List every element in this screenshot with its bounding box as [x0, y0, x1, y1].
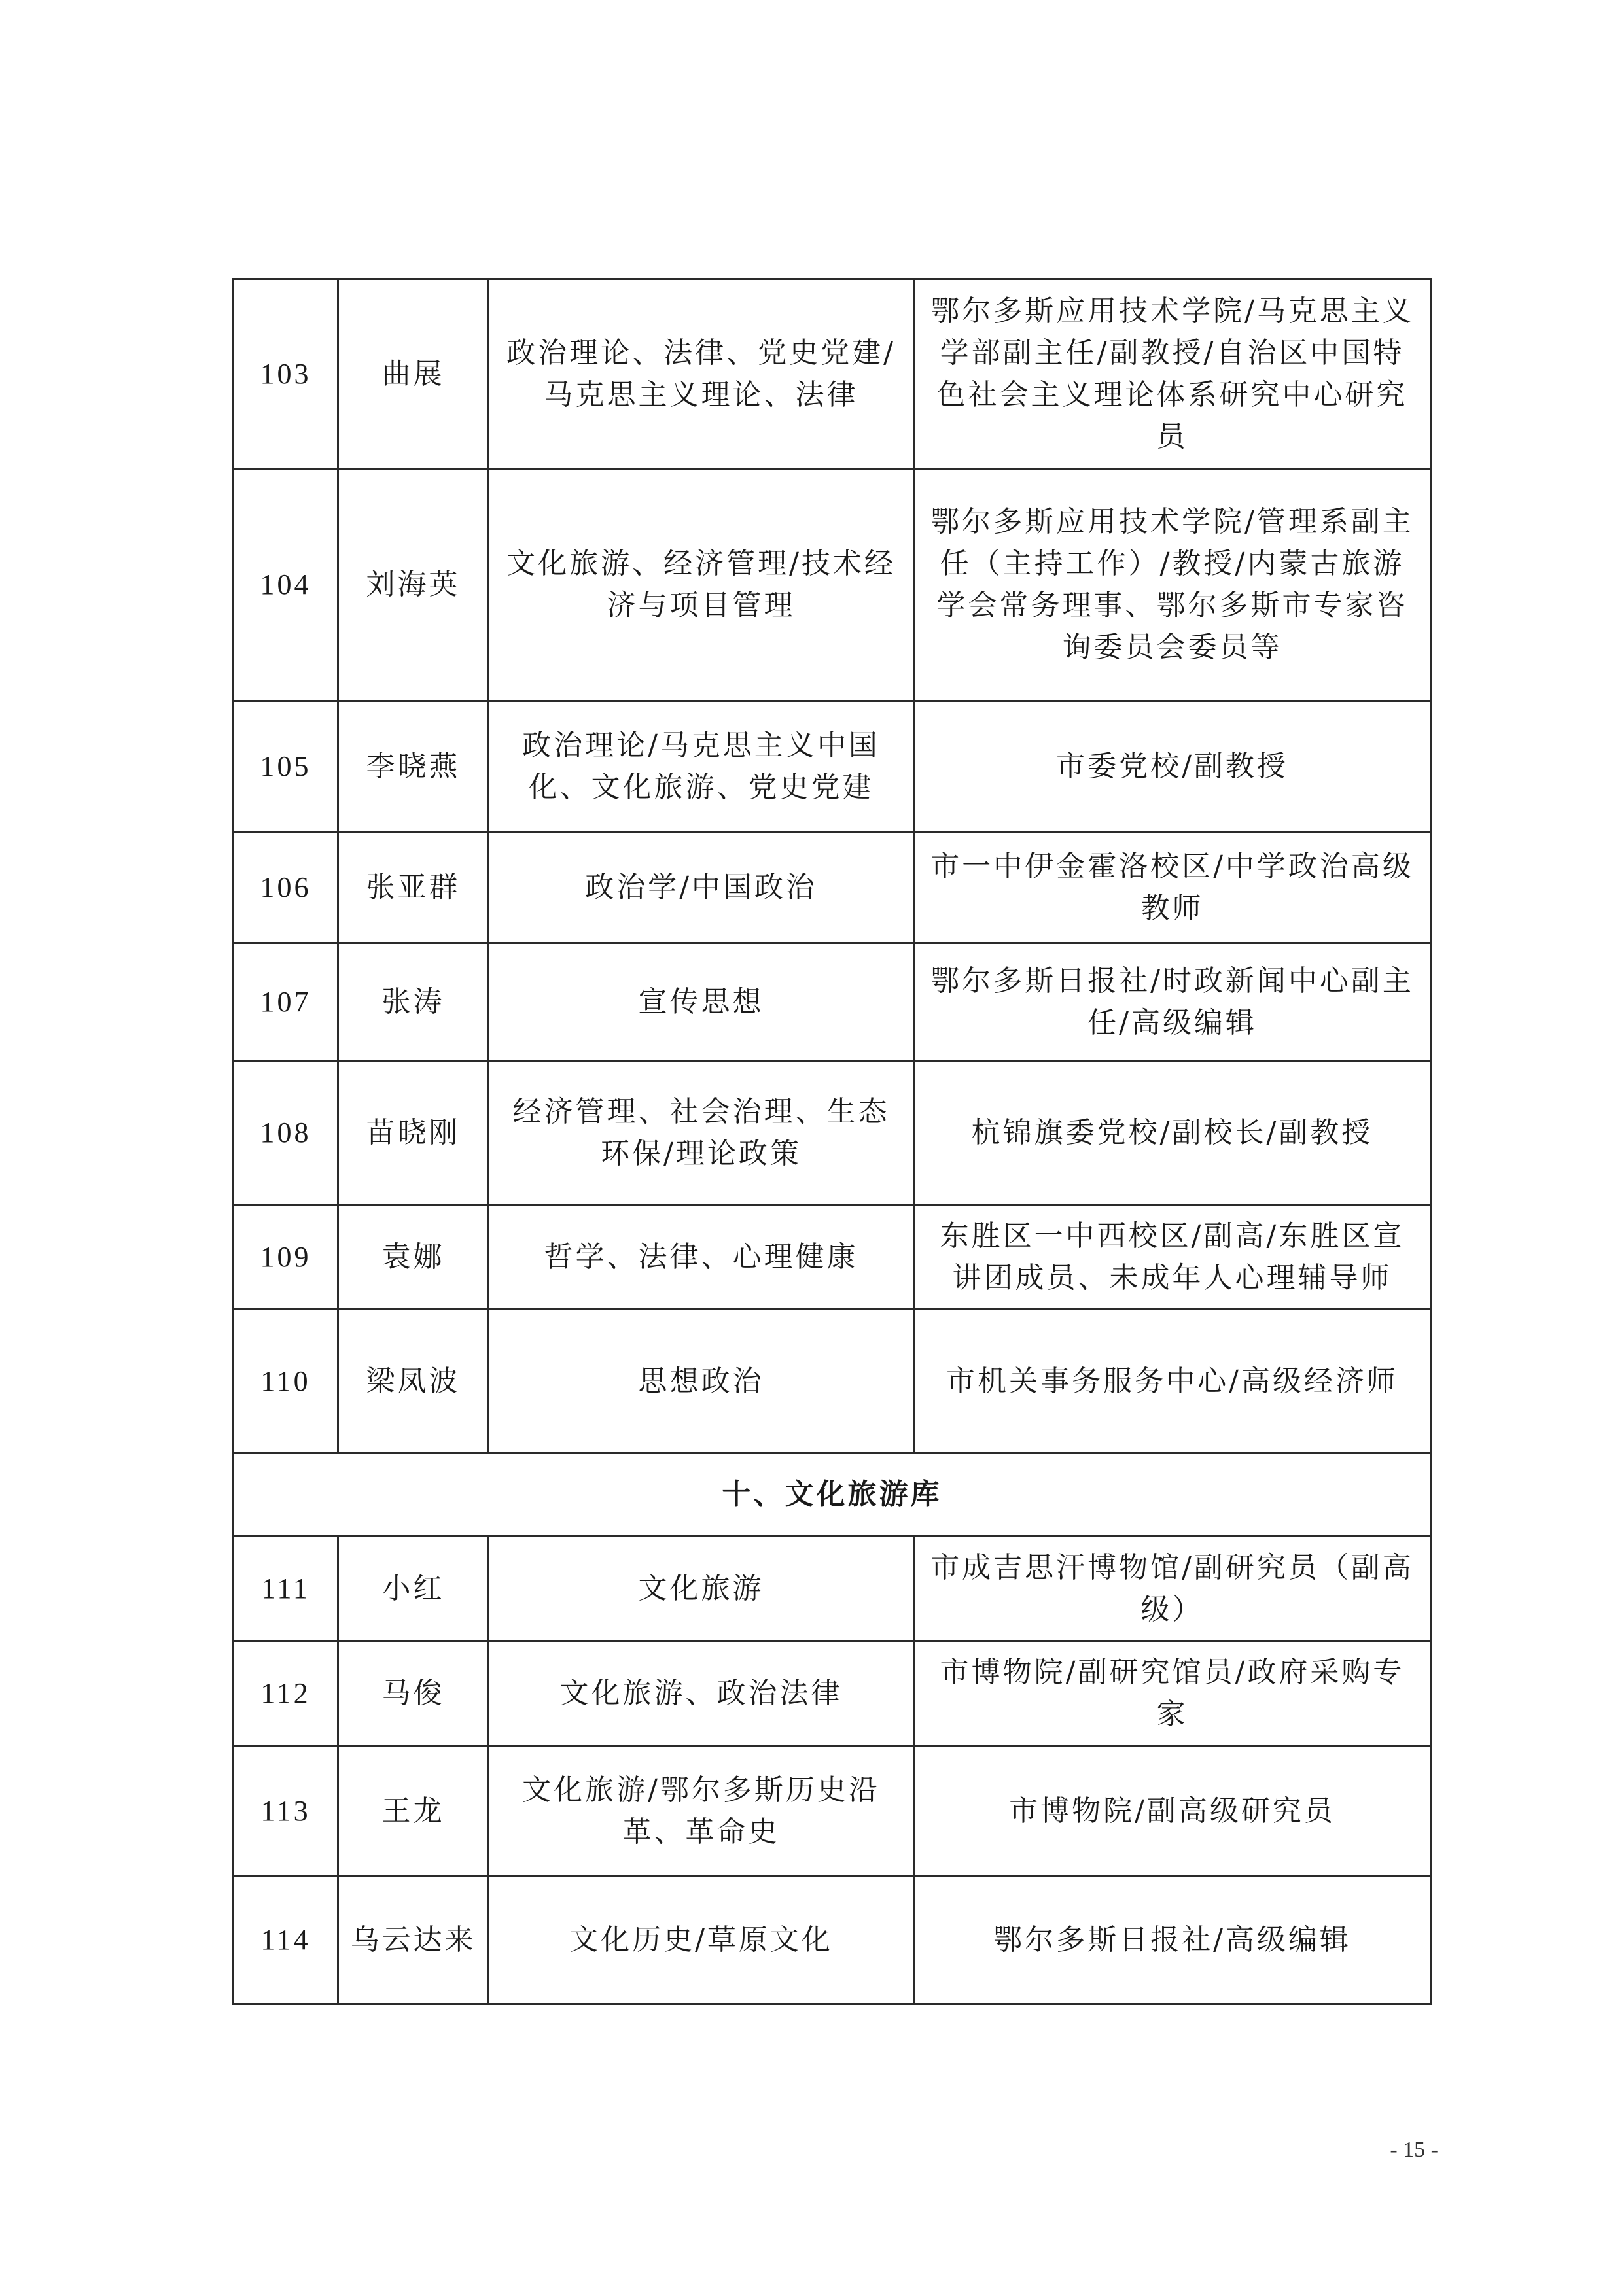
expert-name: 马俊: [338, 1641, 489, 1746]
expert-unit: 鄂尔多斯日报社/时政新闻中心副主任/高级编辑: [914, 943, 1431, 1061]
expert-name: 梁凤波: [338, 1310, 489, 1453]
row-number: 112: [234, 1641, 338, 1746]
row-number: 110: [234, 1310, 338, 1453]
table-row: [234, 1205, 1431, 1310]
expert-field: 政治理论、法律、党史党建/马克思主义理论、法律: [489, 279, 914, 469]
expert-field: 政治学/中国政治: [489, 832, 914, 943]
row-number: 108: [234, 1061, 338, 1205]
row-number: 105: [234, 701, 338, 832]
row-number: 106: [234, 832, 338, 943]
expert-unit: 市委党校/副教授: [914, 701, 1431, 832]
expert-name: 袁娜: [338, 1205, 489, 1310]
row-number: 109: [234, 1205, 338, 1310]
table-row: [234, 1746, 1431, 1877]
expert-name: 刘海英: [338, 469, 489, 701]
expert-name: 乌云达来: [338, 1877, 489, 2004]
table-row: [234, 1537, 1431, 1641]
expert-unit: 市博物院/副高级研究员: [914, 1746, 1431, 1877]
expert-field: 文化旅游、政治法律: [489, 1641, 914, 1746]
expert-field: 文化旅游: [489, 1537, 914, 1641]
expert-field: 哲学、法律、心理健康: [489, 1205, 914, 1310]
row-number: 107: [234, 943, 338, 1061]
table-row: [234, 1641, 1431, 1746]
expert-name: 王龙: [338, 1746, 489, 1877]
row-number: 104: [234, 469, 338, 701]
expert-field: 文化旅游、经济管理/技术经济与项目管理: [489, 469, 914, 701]
expert-field: 文化旅游/鄂尔多斯历史沿革、革命史: [489, 1746, 914, 1877]
expert-name: 李晓燕: [338, 701, 489, 832]
expert-unit: 鄂尔多斯应用技术学院/马克思主义学部副主任/副教授/自治区中国特色社会主义理论体系研究中心研究员: [914, 279, 1431, 469]
expert-name: 苗晓刚: [338, 1061, 489, 1205]
page-number: - 15 -: [1390, 2138, 1438, 2162]
table-row: [234, 1061, 1431, 1205]
expert-unit: 杭锦旗委党校/副校长/副教授: [914, 1061, 1431, 1205]
expert-field: 思想政治: [489, 1310, 914, 1453]
table-row: [234, 279, 1431, 469]
expert-field: 政治理论/马克思主义中国化、文化旅游、党史党建: [489, 701, 914, 832]
expert-unit: 市机关事务服务中心/高级经济师: [914, 1310, 1431, 1453]
expert-field: 文化历史/草原文化: [489, 1877, 914, 2004]
row-number: 103: [234, 279, 338, 469]
row-number: 114: [234, 1877, 338, 2004]
table-row: [234, 701, 1431, 832]
expert-name: 小红: [338, 1537, 489, 1641]
expert-unit: 市一中伊金霍洛校区/中学政治高级教师: [914, 832, 1431, 943]
table-row: [234, 1310, 1431, 1453]
expert-unit: 市成吉思汗博物馆/副研究员（副高级）: [914, 1537, 1431, 1641]
expert-unit: 东胜区一中西校区/副高/东胜区宣讲团成员、未成年人心理辅导师: [914, 1205, 1431, 1310]
expert-unit: 鄂尔多斯应用技术学院/管理系副主任（主持工作）/教授/内蒙古旅游学会常务理事、鄂尔多斯市专家咨询委员会委员等: [914, 469, 1431, 701]
expert-name: 张亚群: [338, 832, 489, 943]
table-row: [234, 943, 1431, 1061]
expert-field: 宣传思想: [489, 943, 914, 1061]
expert-name: 曲展: [338, 279, 489, 469]
row-number: 113: [234, 1746, 338, 1877]
expert-unit: 鄂尔多斯日报社/高级编辑: [914, 1877, 1431, 2004]
table-row: [234, 469, 1431, 701]
row-number: 111: [234, 1537, 338, 1641]
expert-name: 张涛: [338, 943, 489, 1061]
section-row: [234, 1453, 1431, 1537]
table-row: [234, 1877, 1431, 2004]
expert-table: [232, 278, 1432, 2005]
expert-unit: 市博物院/副研究馆员/政府采购专家: [914, 1641, 1431, 1746]
table-row: [234, 832, 1431, 943]
section-title: 十、文化旅游库: [234, 1453, 1431, 1537]
expert-field: 经济管理、社会治理、生态环保/理论政策: [489, 1061, 914, 1205]
